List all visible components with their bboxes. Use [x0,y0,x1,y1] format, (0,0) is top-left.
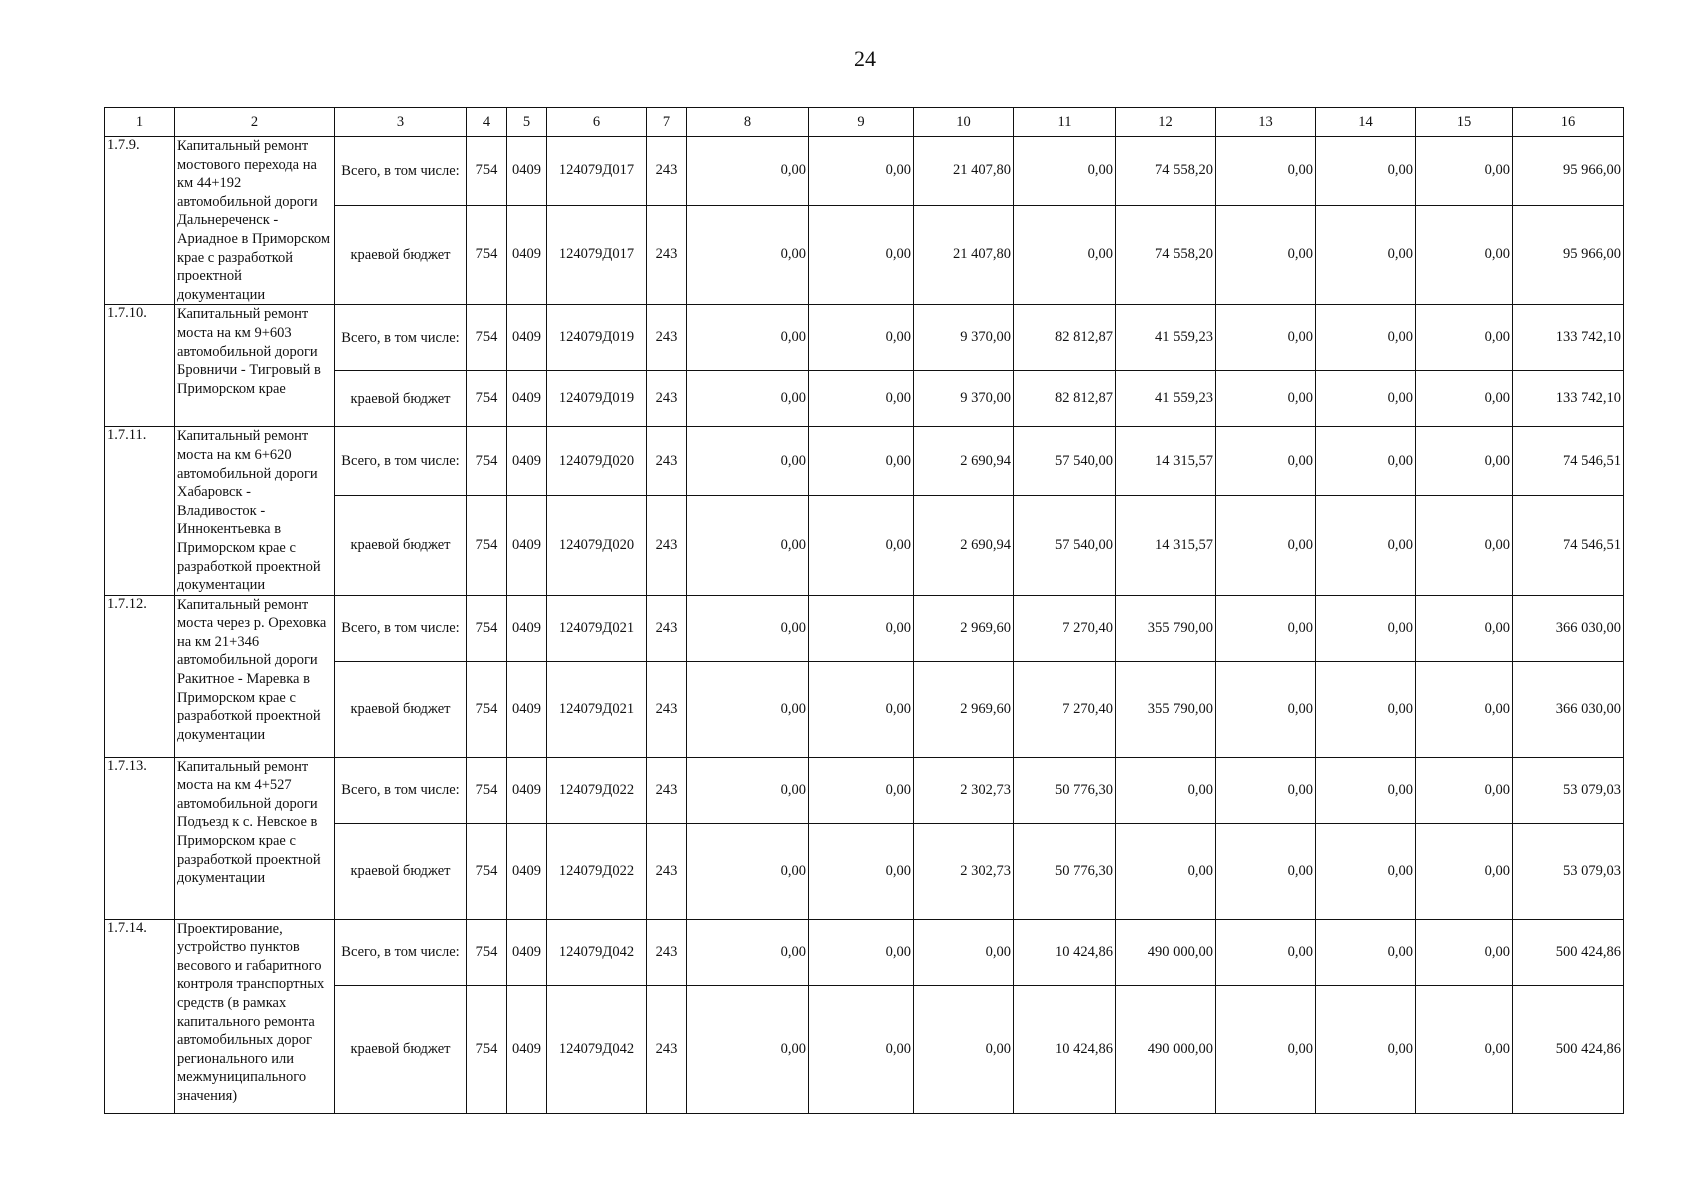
column-header-7: 7 [647,108,687,137]
table-cell-col-14: 0,00 [1316,823,1416,919]
table-cell-col-14: 0,00 [1316,137,1416,206]
table-cell-col-13: 0,00 [1216,985,1316,1113]
table-cell-col-6: 124079Д017 [547,205,647,305]
column-header-6: 6 [547,108,647,137]
item-index: 1.7.13. [105,757,175,919]
table-cell-col-4: 754 [467,661,507,757]
page-number: 24 [854,46,876,71]
table-cell-col-9: 0,00 [809,371,914,427]
table-cell-col-12: 74 558,20 [1116,137,1216,206]
table-row [105,137,1624,206]
table-cell-col-7: 243 [647,985,687,1113]
table-cell-col-4: 754 [467,205,507,305]
table-cell-col-5: 0409 [507,205,547,305]
table-cell-col-11: 82 812,87 [1014,371,1116,427]
table-cell-col-7: 243 [647,661,687,757]
table-cell-col-13: 0,00 [1216,661,1316,757]
funding-source: краевой бюджет [335,661,467,757]
table-cell-col-11: 7 270,40 [1014,661,1116,757]
table-cell-col-9: 0,00 [809,919,914,985]
table-cell-col-12: 0,00 [1116,823,1216,919]
table-cell-col-12: 490 000,00 [1116,985,1216,1113]
table-cell-col-7: 243 [647,305,687,371]
table-cell-col-10: 2 302,73 [914,757,1014,823]
table-cell-col-13: 0,00 [1216,205,1316,305]
table-cell-col-11: 10 424,86 [1014,919,1116,985]
table-cell-col-9: 0,00 [809,757,914,823]
item-index: 1.7.9. [105,137,175,305]
table-cell-col-16: 366 030,00 [1513,661,1624,757]
table-row [105,305,1624,371]
table-cell-col-11: 7 270,40 [1014,595,1116,661]
table-cell-col-15: 0,00 [1416,919,1513,985]
column-header-12: 12 [1116,108,1216,137]
table-cell-col-16: 53 079,03 [1513,823,1624,919]
table-cell-col-14: 0,00 [1316,371,1416,427]
table-cell-col-14: 0,00 [1316,205,1416,305]
header-row [105,108,1624,137]
table-row [105,919,1624,985]
item-name: Капитальный ремонт моста через р. Ореховка на км 21+346 автомобильной дороги Ракитное - Маревка в Приморском крае с разработкой проектной документации [175,595,335,757]
table-cell-col-12: 490 000,00 [1116,919,1216,985]
item-name: Капитальный ремонт моста на км 9+603 автомобильной дороги Бровничи - Тигровый в Приморском крае [175,305,335,427]
funding-source: краевой бюджет [335,371,467,427]
funding-source: Всего, в том числе: [335,137,467,206]
table-cell-col-10: 2 969,60 [914,661,1014,757]
table-cell-col-4: 754 [467,757,507,823]
table-cell-col-10: 2 969,60 [914,595,1014,661]
table-cell-col-9: 0,00 [809,427,914,496]
table-cell-col-4: 754 [467,495,507,595]
table-cell-col-7: 243 [647,371,687,427]
table-cell-col-13: 0,00 [1216,595,1316,661]
table-cell-col-16: 53 079,03 [1513,757,1624,823]
column-header-3: 3 [335,108,467,137]
table-row [105,427,1624,496]
table-cell-col-6: 124079Д021 [547,661,647,757]
table-cell-col-11: 50 776,30 [1014,757,1116,823]
table-cell-col-7: 243 [647,495,687,595]
table-cell-col-8: 0,00 [687,205,809,305]
item-index: 1.7.14. [105,919,175,1113]
funding-source: Всего, в том числе: [335,595,467,661]
table-cell-col-5: 0409 [507,595,547,661]
table-cell-col-7: 243 [647,919,687,985]
table-cell-col-11: 50 776,30 [1014,823,1116,919]
table-cell-col-4: 754 [467,823,507,919]
table-cell-col-16: 133 742,10 [1513,371,1624,427]
table-cell-col-4: 754 [467,137,507,206]
table-cell-col-15: 0,00 [1416,757,1513,823]
funding-source: краевой бюджет [335,823,467,919]
item-name: Капитальный ремонт моста на км 6+620 автомобильной дороги Хабаровск - Владивосток - Иннокентьевка в Приморском крае с разработкой проектной документации [175,427,335,595]
table-cell-col-15: 0,00 [1416,205,1513,305]
table-cell-col-15: 0,00 [1416,661,1513,757]
funding-source: краевой бюджет [335,495,467,595]
column-header-1: 1 [105,108,175,137]
table-cell-col-15: 0,00 [1416,371,1513,427]
table-cell-col-8: 0,00 [687,137,809,206]
table-cell-col-13: 0,00 [1216,757,1316,823]
table-cell-col-7: 243 [647,427,687,496]
table-cell-col-8: 0,00 [687,757,809,823]
table-cell-col-11: 0,00 [1014,205,1116,305]
column-header-9: 9 [809,108,914,137]
budget-table [104,107,1624,1114]
table-cell-col-5: 0409 [507,427,547,496]
table-cell-col-10: 21 407,80 [914,137,1014,206]
table-cell-col-14: 0,00 [1316,661,1416,757]
table-cell-col-4: 754 [467,919,507,985]
table-cell-col-6: 124079Д020 [547,495,647,595]
table-cell-col-8: 0,00 [687,661,809,757]
table-cell-col-10: 2 690,94 [914,427,1014,496]
table-cell-col-5: 0409 [507,985,547,1113]
table-cell-col-11: 57 540,00 [1014,427,1116,496]
table-cell-col-10: 2 690,94 [914,495,1014,595]
table-cell-col-13: 0,00 [1216,137,1316,206]
column-header-16: 16 [1513,108,1624,137]
table-cell-col-15: 0,00 [1416,595,1513,661]
table-cell-col-8: 0,00 [687,985,809,1113]
table-cell-col-9: 0,00 [809,305,914,371]
table-cell-col-8: 0,00 [687,305,809,371]
funding-source: Всего, в том числе: [335,305,467,371]
table-cell-col-14: 0,00 [1316,595,1416,661]
table-cell-col-4: 754 [467,595,507,661]
table-cell-col-4: 754 [467,985,507,1113]
table-cell-col-5: 0409 [507,305,547,371]
table-cell-col-6: 124079Д021 [547,595,647,661]
table-cell-col-5: 0409 [507,823,547,919]
table-cell-col-11: 82 812,87 [1014,305,1116,371]
table-cell-col-13: 0,00 [1216,305,1316,371]
column-header-4: 4 [467,108,507,137]
table-cell-col-9: 0,00 [809,137,914,206]
table-cell-col-6: 124079Д020 [547,427,647,496]
table-cell-col-12: 14 315,57 [1116,495,1216,595]
item-name: Капитальный ремонт моста на км 4+527 автомобильной дороги Подъезд к с. Невское в Приморском крае с разработкой проектной документации [175,757,335,919]
funding-source: краевой бюджет [335,205,467,305]
table-cell-col-12: 355 790,00 [1116,595,1216,661]
table-cell-col-6: 124079Д022 [547,757,647,823]
table-cell-col-7: 243 [647,137,687,206]
table-cell-col-16: 95 966,00 [1513,137,1624,206]
table-cell-col-12: 14 315,57 [1116,427,1216,496]
table-cell-col-15: 0,00 [1416,495,1513,595]
table-cell-col-5: 0409 [507,371,547,427]
table-cell-col-12: 41 559,23 [1116,371,1216,427]
table-cell-col-11: 0,00 [1014,137,1116,206]
column-header-11: 11 [1014,108,1116,137]
table-cell-col-6: 124079Д042 [547,919,647,985]
table-cell-col-7: 243 [647,205,687,305]
table-cell-col-8: 0,00 [687,919,809,985]
table-cell-col-9: 0,00 [809,661,914,757]
table-cell-col-13: 0,00 [1216,371,1316,427]
table-cell-col-9: 0,00 [809,495,914,595]
table-cell-col-7: 243 [647,757,687,823]
table-cell-col-5: 0409 [507,919,547,985]
funding-source: краевой бюджет [335,985,467,1113]
table-cell-col-10: 2 302,73 [914,823,1014,919]
funding-source: Всего, в том числе: [335,757,467,823]
table-cell-col-8: 0,00 [687,595,809,661]
table-cell-col-15: 0,00 [1416,427,1513,496]
table-cell-col-8: 0,00 [687,495,809,595]
funding-source: Всего, в том числе: [335,919,467,985]
table-cell-col-5: 0409 [507,757,547,823]
column-header-13: 13 [1216,108,1316,137]
table-cell-col-16: 74 546,51 [1513,427,1624,496]
table-row [105,757,1624,823]
table-cell-col-15: 0,00 [1416,137,1513,206]
table-row [105,595,1624,661]
table-cell-col-6: 124079Д017 [547,137,647,206]
table-cell-col-14: 0,00 [1316,427,1416,496]
table-cell-col-13: 0,00 [1216,823,1316,919]
column-header-2: 2 [175,108,335,137]
table-cell-col-7: 243 [647,823,687,919]
item-index: 1.7.11. [105,427,175,595]
item-index: 1.7.10. [105,305,175,427]
table-cell-col-6: 124079Д022 [547,823,647,919]
table-cell-col-13: 0,00 [1216,919,1316,985]
table-cell-col-8: 0,00 [687,427,809,496]
column-header-15: 15 [1416,108,1513,137]
column-header-5: 5 [507,108,547,137]
table-cell-col-11: 10 424,86 [1014,985,1116,1113]
table-cell-col-10: 9 370,00 [914,305,1014,371]
item-index: 1.7.12. [105,595,175,757]
table-cell-col-9: 0,00 [809,823,914,919]
table-cell-col-10: 9 370,00 [914,371,1014,427]
table-cell-col-14: 0,00 [1316,919,1416,985]
table-cell-col-10: 0,00 [914,985,1014,1113]
table-cell-col-16: 95 966,00 [1513,205,1624,305]
table-cell-col-9: 0,00 [809,985,914,1113]
table-cell-col-13: 0,00 [1216,427,1316,496]
table-cell-col-14: 0,00 [1316,757,1416,823]
table-cell-col-5: 0409 [507,137,547,206]
table-cell-col-11: 57 540,00 [1014,495,1116,595]
funding-source: Всего, в том числе: [335,427,467,496]
table-cell-col-12: 0,00 [1116,757,1216,823]
table-cell-col-14: 0,00 [1316,495,1416,595]
table-cell-col-6: 124079Д019 [547,305,647,371]
table-body [105,137,1624,1114]
table-cell-col-12: 355 790,00 [1116,661,1216,757]
table-cell-col-14: 0,00 [1316,305,1416,371]
table-cell-col-6: 124079Д042 [547,985,647,1113]
table-cell-col-12: 74 558,20 [1116,205,1216,305]
table-cell-col-5: 0409 [507,661,547,757]
table-cell-col-8: 0,00 [687,823,809,919]
table-cell-col-12: 41 559,23 [1116,305,1216,371]
column-header-8: 8 [687,108,809,137]
item-name: Проектирование, устройство пунктов весового и габаритного контроля транспортных средств (в рамках капитального ремонта автомобильных дорог регионального или межмуниципального значения) [175,919,335,1113]
item-name: Капитальный ремонт мостового перехода на км 44+192 автомобильной дороги Дальнереченск - Ариадное в Приморском крае с разработкой проектной документации [175,137,335,305]
table-cell-col-10: 0,00 [914,919,1014,985]
table-cell-col-4: 754 [467,305,507,371]
table-cell-col-5: 0409 [507,495,547,595]
table-cell-col-9: 0,00 [809,595,914,661]
table-cell-col-13: 0,00 [1216,495,1316,595]
table-cell-col-16: 133 742,10 [1513,305,1624,371]
table-cell-col-8: 0,00 [687,371,809,427]
table-cell-col-14: 0,00 [1316,985,1416,1113]
table-header [105,108,1624,137]
table-cell-col-6: 124079Д019 [547,371,647,427]
table-cell-col-7: 243 [647,595,687,661]
table-cell-col-16: 74 546,51 [1513,495,1624,595]
column-header-14: 14 [1316,108,1416,137]
table-cell-col-16: 500 424,86 [1513,919,1624,985]
table-cell-col-10: 21 407,80 [914,205,1014,305]
table-cell-col-4: 754 [467,427,507,496]
table-cell-col-15: 0,00 [1416,823,1513,919]
table-cell-col-15: 0,00 [1416,305,1513,371]
table-cell-col-4: 754 [467,371,507,427]
table-cell-col-16: 500 424,86 [1513,985,1624,1113]
table-cell-col-9: 0,00 [809,205,914,305]
table-cell-col-15: 0,00 [1416,985,1513,1113]
table-cell-col-16: 366 030,00 [1513,595,1624,661]
column-header-10: 10 [914,108,1014,137]
